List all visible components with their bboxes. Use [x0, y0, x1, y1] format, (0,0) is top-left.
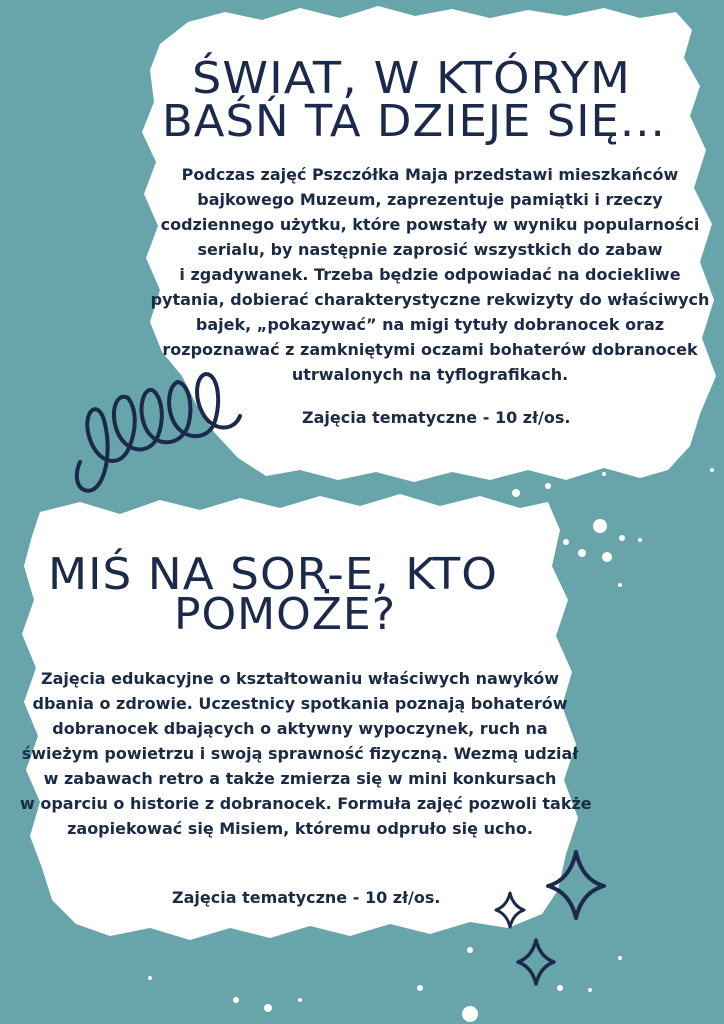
- section2-description-line: w zabawach retro a także zmierza się w mini konkursach: [43, 769, 557, 788]
- section2-title-line1: MIŚ NA SOR-E, KTO: [48, 549, 498, 600]
- section1-description-line: serialu, by następnie zaprosić wszystkich do zabaw: [197, 240, 663, 259]
- section1-description-line: pytania, dobierać charakterystyczne rekwizyty do właściwych: [150, 290, 710, 309]
- section2-price: Zajęcia tematyczne - 10 zł/os.: [172, 888, 441, 907]
- section2-description-line: w oparciu o historie z dobranocek. Formuła zajęć pozwoli także: [20, 794, 592, 813]
- section2-description-line: świeżym powietrzu i swoją sprawność fizyczną. Wezmą udział: [21, 744, 579, 763]
- section2-description-line: Zajęcia edukacyjne o kształtowaniu właściwych nawyków: [41, 669, 559, 688]
- section1-title-line1: ŚWIAT, W KTÓRYM: [192, 53, 631, 104]
- section2-description: [20, 666, 592, 841]
- section1-description-line: codziennego użytku, które powstały w wyniku popularności: [160, 215, 700, 234]
- section1-price: Zajęcia tematyczne - 10 zł/os.: [302, 408, 571, 427]
- section2-description-line: zaopiekować się Misiem, któremu odpruło się ucho.: [67, 819, 533, 838]
- section1-description-line: utrwalonych na tyflografikach.: [291, 365, 569, 384]
- sparkle-medium-icon: [518, 940, 554, 984]
- section1-description-line: bajkowego Muzeum, zaprezentuje pamiątki i rzeczy: [197, 190, 663, 209]
- section1-description-line: i zgadywanek. Trzeba będzie odpowiadać na dociekliwe: [179, 265, 681, 284]
- section1-description-line: Podczas zajęć Pszczółka Maja przedstawi mieszkańców: [181, 165, 679, 184]
- section2-title-line2: POMOŻE?: [174, 589, 397, 640]
- section1-description-line: bajek, „pokazywać” na migi tytuły dobranocek oraz: [195, 315, 665, 334]
- section2-description-line: dobranocek dbających o aktywny wypoczynek, ruch na: [52, 719, 548, 738]
- section1-title-line2: BAŚŃ TA DZIEJE SIĘ...: [162, 96, 666, 147]
- section2-description-line: dbania o zdrowie. Uczestnicy spotkania poznają bohaterów: [32, 694, 568, 713]
- section1-description-line: rozpoznawać z zamkniętymi oczami bohaterów dobranocek: [162, 340, 698, 359]
- section1-description: [150, 162, 710, 387]
